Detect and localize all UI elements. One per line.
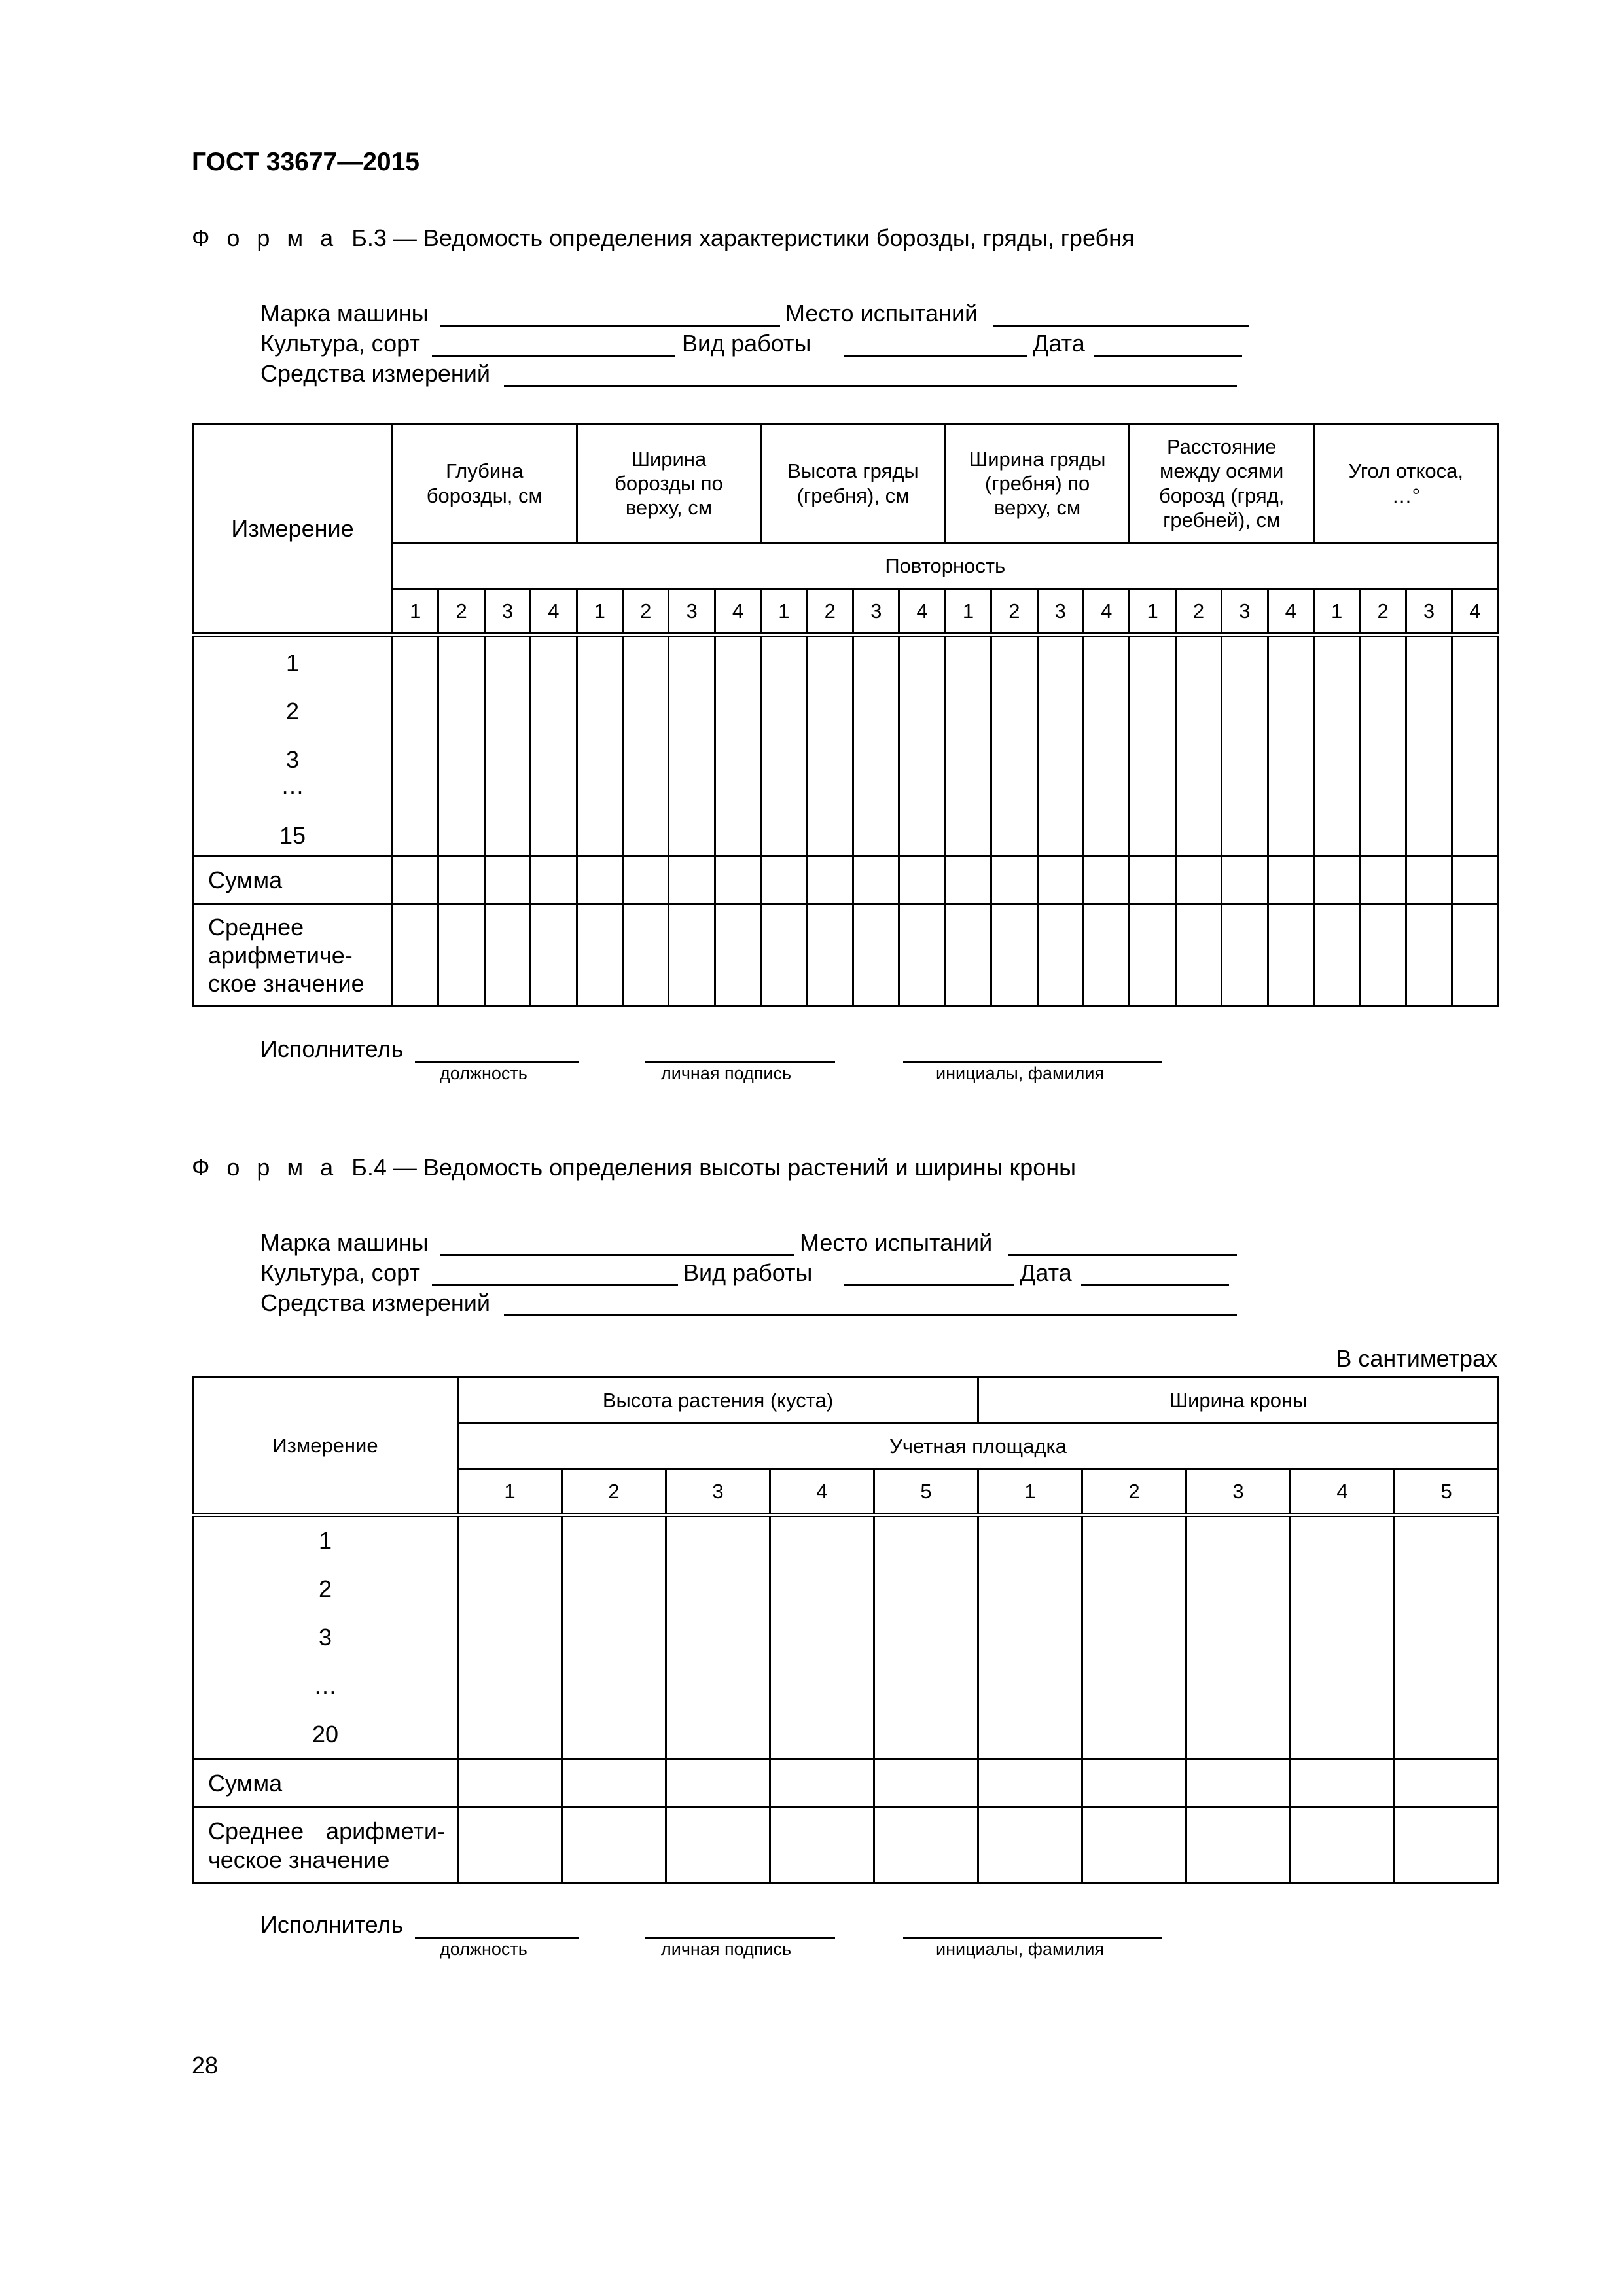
form-b4-instruments-blank[interactable] — [504, 1314, 1237, 1316]
form-b3-crop-blank[interactable] — [432, 355, 675, 357]
b3-data-cell[interactable] — [1360, 905, 1406, 1007]
form-b4-title: Б.4 — Ведомость определения высоты растений и ширины кроны — [351, 1154, 1077, 1181]
b4-data-cell[interactable] — [562, 1759, 666, 1808]
form-b4-date-blank[interactable] — [1081, 1284, 1229, 1286]
b3-data-cell[interactable] — [715, 856, 760, 905]
b3-data-cell[interactable] — [761, 635, 807, 856]
b3-data-cell[interactable] — [899, 905, 945, 1007]
b4-plot-number: 3 — [1186, 1469, 1291, 1515]
b3-row-label: 3 — [285, 746, 300, 773]
b3-data-cell[interactable] — [1222, 635, 1268, 856]
b4-data-cell[interactable] — [1291, 1515, 1395, 1759]
form-b4-field-work-type: Вид работы — [683, 1259, 813, 1286]
b3-signature-caption: личная подпись — [661, 1064, 792, 1083]
b3-repeat-number: 3 — [1406, 589, 1452, 635]
b3-repeat-number: 3 — [1037, 589, 1083, 635]
b4-data-cell[interactable] — [458, 1515, 562, 1759]
b3-data-cell[interactable] — [1037, 905, 1083, 1007]
b3-data-cell[interactable] — [393, 905, 438, 1007]
form-b3-machine-blank[interactable] — [440, 325, 780, 327]
b3-data-cell[interactable] — [623, 905, 669, 1007]
b4-data-cell[interactable] — [1186, 1515, 1291, 1759]
b3-data-cell[interactable] — [1037, 635, 1083, 856]
b4-row-label: 2 — [318, 1575, 332, 1602]
b4-data-cell[interactable] — [1186, 1808, 1291, 1884]
form-b3-work-type-blank[interactable] — [844, 355, 1027, 357]
b4-data-cell[interactable] — [1291, 1808, 1395, 1884]
b3-data-cell[interactable] — [853, 905, 899, 1007]
b4-signature-blank[interactable] — [645, 1937, 835, 1939]
b4-name-blank[interactable] — [903, 1937, 1162, 1939]
form-b4-place-blank[interactable] — [1008, 1254, 1237, 1256]
b3-data-cell[interactable] — [899, 635, 945, 856]
b4-row-label: 20 — [312, 1721, 339, 1748]
b4-plot-header: Учетная площадка — [458, 1424, 1499, 1469]
b3-repeat-number: 4 — [899, 589, 945, 635]
b3-data-cell[interactable] — [715, 635, 760, 856]
b4-data-cell[interactable] — [1186, 1759, 1291, 1808]
b4-data-cell[interactable] — [978, 1808, 1082, 1884]
b3-name-blank[interactable] — [903, 1061, 1162, 1063]
b3-repeat-number: 1 — [1130, 589, 1175, 635]
b3-repeat-number: 1 — [1313, 589, 1359, 635]
b3-mean-label: Среднее арифметиче-ское значение — [193, 905, 393, 1007]
form-b3-field-date: Дата — [1033, 330, 1085, 357]
form-b4-field-place: Место испытаний — [800, 1229, 993, 1256]
b4-plot-number: 2 — [1082, 1469, 1186, 1515]
b3-data-cell[interactable] — [991, 635, 1037, 856]
form-b4-crop-blank[interactable] — [432, 1284, 678, 1286]
form-b3-label: Ф о р м а — [192, 224, 339, 251]
b3-signature-blank[interactable] — [645, 1061, 835, 1063]
b3-sum-label: Сумма — [193, 856, 393, 905]
b3-data-cell[interactable] — [807, 905, 853, 1007]
b3-row-label: … — [281, 772, 304, 799]
b3-data-cell[interactable] — [1313, 635, 1359, 856]
b4-group-header: Ширина кроны — [978, 1378, 1499, 1424]
form-b3-field-crop: Культура, сорт — [260, 330, 420, 357]
b3-data-cell[interactable] — [393, 635, 438, 856]
b3-data-cell[interactable] — [1175, 905, 1221, 1007]
b3-repeat-number: 4 — [531, 589, 577, 635]
b4-row-label: … — [313, 1672, 337, 1699]
b4-row-label: 1 — [318, 1527, 332, 1554]
b3-data-cell[interactable] — [1406, 635, 1452, 856]
b3-data-cell[interactable] — [577, 905, 622, 1007]
b4-group-header: Высота растения (куста) — [458, 1378, 978, 1424]
form-b3-field-instruments: Средства измерений — [260, 360, 491, 387]
b3-data-cell[interactable] — [438, 635, 484, 856]
b3-repeat-number: 2 — [623, 589, 669, 635]
b4-name-caption: инициалы, фамилия — [936, 1939, 1105, 1959]
form-b3-field-machine: Марка машины — [260, 300, 429, 327]
b4-data-cell[interactable] — [458, 1759, 562, 1808]
b3-row-label: 15 — [279, 822, 306, 849]
b4-data-cell[interactable] — [1291, 1759, 1395, 1808]
b4-data-cell[interactable] — [874, 1759, 978, 1808]
b3-repeat-number: 3 — [484, 589, 530, 635]
b3-data-cell[interactable] — [1083, 635, 1129, 856]
b3-repeat-number: 1 — [577, 589, 622, 635]
b3-data-cell[interactable] — [1313, 905, 1359, 1007]
b4-data-cell[interactable] — [562, 1808, 666, 1884]
b3-data-cell[interactable] — [1360, 856, 1406, 905]
b3-data-cell[interactable] — [1268, 905, 1313, 1007]
b3-data-cell[interactable] — [1452, 856, 1498, 905]
b3-repeat-number: 2 — [807, 589, 853, 635]
form-b3-field-place: Место испытаний — [785, 300, 978, 327]
b3-data-cell[interactable] — [1313, 856, 1359, 905]
b3-name-caption: инициалы, фамилия — [936, 1064, 1105, 1083]
b3-measurement-header: Измерение — [193, 424, 393, 635]
b3-data-cell[interactable] — [438, 905, 484, 1007]
b3-row-label: 2 — [285, 698, 300, 725]
b4-data-cell[interactable] — [1082, 1515, 1186, 1759]
b3-repeat-number: 2 — [1360, 589, 1406, 635]
form-b3-date-blank[interactable] — [1094, 355, 1242, 357]
form-b3-place-blank[interactable] — [993, 325, 1249, 327]
form-b3-field-work-type: Вид работы — [682, 330, 812, 357]
b3-data-cell[interactable] — [1083, 905, 1129, 1007]
document-code: ГОСТ 33677—2015 — [192, 148, 419, 176]
b3-data-cell[interactable] — [899, 856, 945, 905]
b3-data-cell[interactable] — [1268, 856, 1313, 905]
b3-data-cell[interactable] — [1130, 905, 1175, 1007]
form-b4-table — [192, 1376, 1499, 1884]
b4-mean-label: Среднее арифмети-ческое значение — [193, 1808, 458, 1884]
b4-data-cell[interactable] — [770, 1515, 874, 1759]
b4-row-labels — [193, 1515, 458, 1759]
form-b3-table — [192, 423, 1499, 1007]
form-b4-machine-blank[interactable] — [440, 1254, 794, 1256]
b3-data-cell[interactable] — [1452, 635, 1498, 856]
form-b3-instruments-blank[interactable] — [504, 385, 1237, 387]
form-b3-title: Б.3 — Ведомость определения характеристики борозды, гряды, гребня — [351, 224, 1135, 251]
b4-units-note: В сантиметрах — [1336, 1345, 1497, 1372]
b4-data-cell[interactable] — [770, 1808, 874, 1884]
b4-performer-label: Исполнитель — [260, 1911, 404, 1938]
b3-data-cell[interactable] — [945, 856, 991, 905]
b3-position-caption: должность — [440, 1064, 527, 1083]
b3-repeat-number: 2 — [1175, 589, 1221, 635]
b4-data-cell[interactable] — [874, 1808, 978, 1884]
b3-data-cell[interactable] — [623, 635, 669, 856]
b3-row-label: 1 — [285, 649, 300, 676]
b3-repeat-number: 1 — [761, 589, 807, 635]
b4-data-cell[interactable] — [458, 1808, 562, 1884]
b4-data-cell[interactable] — [978, 1515, 1082, 1759]
b3-repeat-number: 3 — [1222, 589, 1268, 635]
b4-plot-number: 1 — [458, 1469, 562, 1515]
form-b3-heading — [192, 224, 1135, 252]
b3-data-cell[interactable] — [1222, 856, 1268, 905]
b4-plot-number: 2 — [562, 1469, 666, 1515]
form-b4-field-date: Дата — [1020, 1259, 1072, 1286]
b3-group-header: Угол откоса, …° — [1313, 424, 1498, 543]
b3-data-cell[interactable] — [1452, 905, 1498, 1007]
b4-plot-number: 1 — [978, 1469, 1082, 1515]
b3-data-cell[interactable] — [1175, 635, 1221, 856]
b3-data-cell[interactable] — [1175, 856, 1221, 905]
b3-data-cell[interactable] — [577, 856, 622, 905]
page-number: 28 — [192, 2052, 219, 2079]
b3-data-cell[interactable] — [807, 635, 853, 856]
b3-repeat-number: 1 — [945, 589, 991, 635]
b3-data-cell[interactable] — [853, 635, 899, 856]
b3-group-header: Ширина гряды (гребня) по верху, см — [945, 424, 1130, 543]
b4-plot-number: 5 — [1395, 1469, 1499, 1515]
b3-data-cell[interactable] — [761, 856, 807, 905]
b4-data-cell[interactable] — [1395, 1808, 1499, 1884]
b3-group-header: Глубина борозды, см — [393, 424, 577, 543]
b3-data-cell[interactable] — [531, 905, 577, 1007]
b3-group-header: Ширина борозды по верху, см — [577, 424, 761, 543]
b4-data-cell[interactable] — [1395, 1759, 1499, 1808]
b3-repeat-number: 4 — [1268, 589, 1313, 635]
b3-repeat-number: 4 — [715, 589, 760, 635]
b3-data-cell[interactable] — [991, 856, 1037, 905]
b3-data-cell[interactable] — [1360, 635, 1406, 856]
b3-repeat-number: 3 — [853, 589, 899, 635]
b4-data-cell[interactable] — [666, 1515, 770, 1759]
b3-repeat-number: 4 — [1083, 589, 1129, 635]
b3-group-header: Расстояние между осями борозд (гряд, гребней), см — [1130, 424, 1314, 543]
b4-plot-number: 4 — [770, 1469, 874, 1515]
b3-data-cell[interactable] — [1037, 856, 1083, 905]
b3-data-cell[interactable] — [531, 856, 577, 905]
form-b4-work-type-blank[interactable] — [844, 1284, 1014, 1286]
b3-row-labels — [193, 635, 393, 856]
b4-data-cell[interactable] — [1082, 1808, 1186, 1884]
b3-data-cell[interactable] — [1406, 856, 1452, 905]
b4-measurement-header: Измерение — [193, 1378, 458, 1515]
b4-position-caption: должность — [440, 1939, 527, 1959]
b3-data-cell[interactable] — [393, 856, 438, 905]
b3-data-cell[interactable] — [715, 905, 760, 1007]
b3-data-cell[interactable] — [1130, 635, 1175, 856]
b3-data-cell[interactable] — [577, 635, 622, 856]
b4-data-cell[interactable] — [1395, 1515, 1499, 1759]
b3-data-cell[interactable] — [484, 856, 530, 905]
b4-sum-label: Сумма — [193, 1759, 458, 1808]
b3-data-cell[interactable] — [1083, 856, 1129, 905]
form-b4-field-machine: Марка машины — [260, 1229, 429, 1256]
b3-data-cell[interactable] — [669, 635, 715, 856]
b4-data-cell[interactable] — [666, 1759, 770, 1808]
b4-row-label: 3 — [318, 1624, 332, 1651]
b3-data-cell[interactable] — [438, 856, 484, 905]
b3-data-cell[interactable] — [807, 856, 853, 905]
b3-data-cell[interactable] — [1222, 905, 1268, 1007]
b3-performer-label: Исполнитель — [260, 1035, 404, 1062]
b3-data-cell[interactable] — [669, 856, 715, 905]
b4-data-cell[interactable] — [666, 1808, 770, 1884]
b4-data-cell[interactable] — [874, 1515, 978, 1759]
b4-plot-number: 4 — [1291, 1469, 1395, 1515]
b3-repeat-number: 3 — [669, 589, 715, 635]
b3-group-header: Высота гряды (гребня), см — [761, 424, 946, 543]
form-b4-field-instruments: Средства измерений — [260, 1289, 491, 1316]
b3-data-cell[interactable] — [531, 635, 577, 856]
b3-repeat-number: 2 — [991, 589, 1037, 635]
b3-repeat-number: 1 — [393, 589, 438, 635]
b3-repeat-number: 2 — [438, 589, 484, 635]
b4-position-blank[interactable] — [415, 1937, 579, 1939]
b3-data-cell[interactable] — [761, 905, 807, 1007]
b3-data-cell[interactable] — [853, 856, 899, 905]
b3-repeat-number: 4 — [1452, 589, 1498, 635]
b3-data-cell[interactable] — [484, 905, 530, 1007]
b3-data-cell[interactable] — [1406, 905, 1452, 1007]
b3-data-cell[interactable] — [484, 635, 530, 856]
b3-data-cell[interactable] — [1130, 856, 1175, 905]
b4-plot-number: 3 — [666, 1469, 770, 1515]
b4-data-cell[interactable] — [562, 1515, 666, 1759]
b3-data-cell[interactable] — [945, 905, 991, 1007]
b4-data-cell[interactable] — [978, 1759, 1082, 1808]
form-b4-label: Ф о р м а — [192, 1154, 339, 1181]
b3-repeat-header: Повторность — [393, 543, 1499, 589]
b3-data-cell[interactable] — [1268, 635, 1313, 856]
form-b4-heading — [192, 1154, 1076, 1181]
b4-plot-number: 5 — [874, 1469, 978, 1515]
b4-data-cell[interactable] — [1082, 1759, 1186, 1808]
b3-data-cell[interactable] — [623, 856, 669, 905]
form-b4-field-crop: Культура, сорт — [260, 1259, 420, 1286]
b3-position-blank[interactable] — [415, 1061, 579, 1063]
b4-data-cell[interactable] — [770, 1759, 874, 1808]
b3-data-cell[interactable] — [991, 905, 1037, 1007]
b3-data-cell[interactable] — [945, 635, 991, 856]
b3-data-cell[interactable] — [669, 905, 715, 1007]
b4-signature-caption: личная подпись — [661, 1939, 792, 1959]
